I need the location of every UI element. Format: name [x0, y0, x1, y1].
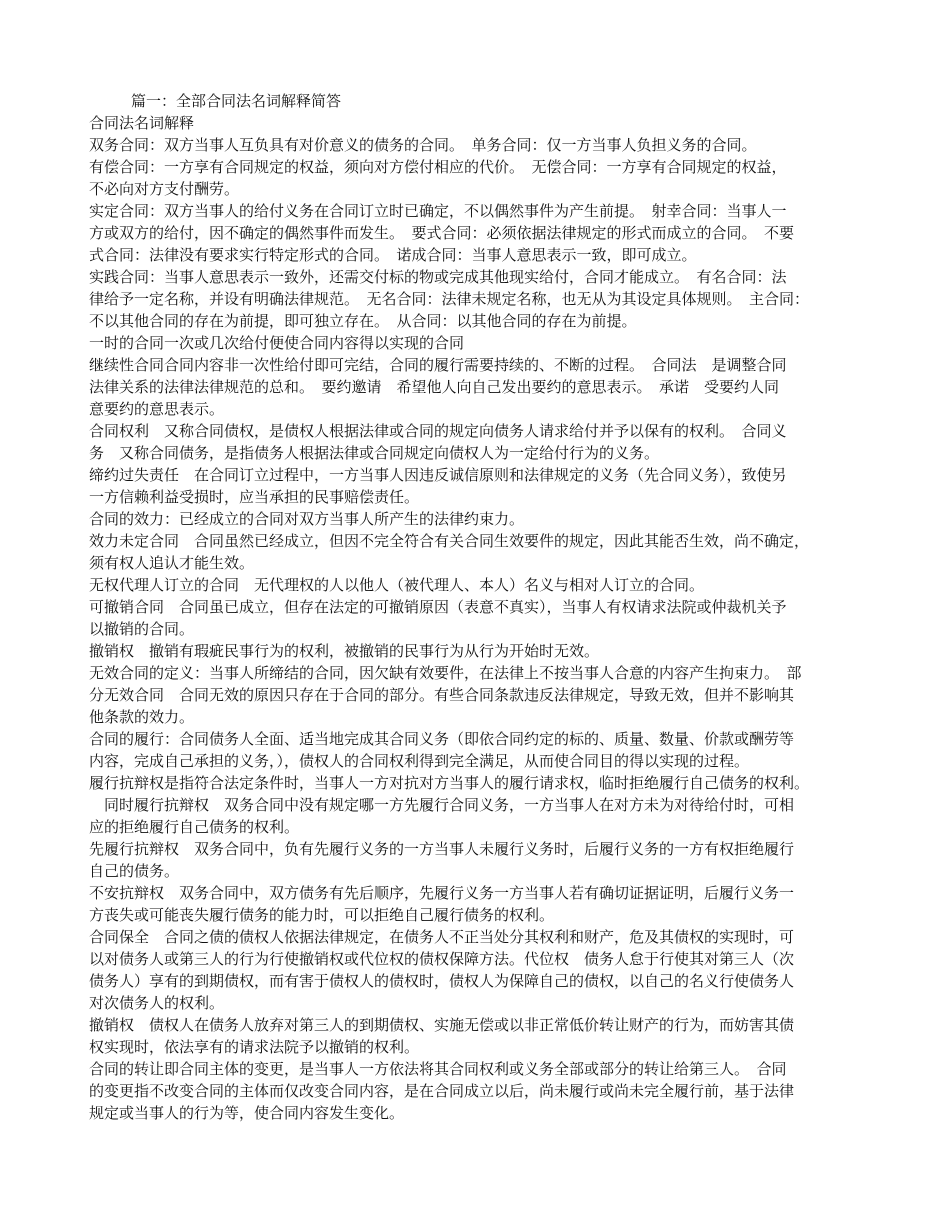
text-line: 撤销权 撤销有瑕疵民事行为的权利，被撤销的民事行为从行为开始时无效。	[89, 642, 600, 660]
text-line: 履行抗辩权是指符合法定条件时，当事人一方对抗对方当事人的履行请求权，临时拒绝履行自己债务的权利。	[89, 774, 810, 792]
text-line: 自己的债务。	[89, 862, 180, 880]
text-line: 方丧失或可能丧失履行债务的能力时，可以拒绝自己履行债务的权利。	[89, 906, 555, 924]
text-line: 合同保全 合同之债的债权人依据法律规定，在债务人不正当处分其权利和财产，危及其债权的实现时，可	[89, 928, 795, 946]
text-line: 不以其他合同的存在为前提，即可独立存在。 从合同：以其他合同的存在为前提。	[89, 312, 637, 330]
text-line: 须有权人追认才能生效。	[89, 554, 255, 572]
text-line: 债务人）享有的到期债权，而有害于债权人的债权时，债权人为保障自己的债权，以自己的名义行使债务人	[89, 972, 795, 990]
text-line: 无效合同的定义：当事人所缔结的合同，因欠缺有效要件，在法律上不按当事人合意的内容产生拘束力。 部	[89, 664, 802, 682]
text-line: 实践合同：当事人意思表示一致外，还需交付标的物或完成其他现实给付，合同才能成立。 有名合同：法	[89, 268, 787, 286]
text-line: 合同的转让即合同主体的变更，是当事人一方依法将其合同权利或义务全部或部分的转让给第三人。 合同	[89, 1060, 787, 1078]
text-line: 规定或当事人的行为等，使合同内容发生变化。	[89, 1104, 405, 1122]
text-line: 以对债务人或第三人的行为行使撤销权或代位权的债权保障方法。代位权 债务人怠于行使其对第三人（次	[89, 950, 795, 968]
text-line: 务 又称合同债务，是指债务人根据法律或合同规定向债权人为一定给付行为的义务。	[89, 444, 660, 462]
text-line: 合同的效力：已经成立的合同对双方当事人所产生的法律约束力。	[89, 510, 525, 528]
text-line: 的变更指不改变合同的主体而仅改变合同内容，是在合同成立以后，尚未履行或尚未完全履行前，基于法律	[89, 1082, 795, 1100]
text-line: 他条款的效力。	[89, 708, 195, 726]
text-line: 不安抗辩权 双务合同中，双方债务有先后顺序，先履行义务一方当事人若有确切证据证明，后履行义务一	[89, 884, 795, 902]
text-line: 一时的合同一次或几次给付便使合同内容得以实现的合同	[89, 334, 465, 352]
text-line: 法律关系的法律法律规范的总和。 要约邀请 希望他人向自己发出要约的意思表示。 承诺 受要约人同	[89, 378, 780, 396]
text-line: 不必向对方支付酬劳。	[89, 180, 240, 198]
text-line: 分无效合同 合同无效的原因只存在于合同的部分。有些合同条款违反法律规定，导致无效，但并不影响其	[89, 686, 795, 704]
text-line: 合同法名词解释	[89, 114, 195, 132]
text-line: 继续性合同合同内容非一次性给付即可完结，合同的履行需要持续的、不断的过程。 合同法 是调整合同	[89, 356, 787, 374]
text-line: 一方信赖利益受损时，应当承担的民事赔偿责任。	[89, 488, 420, 506]
text-line: 内容，完成自己承担的义务，），债权人的合同权利得到完全满足，从而使合同目的得以实现的过程。	[89, 752, 750, 770]
text-line: 可撤销合同 合同虽已成立，但存在法定的可撤销原因（表意不真实），当事人有权请求法院或仲裁机关予	[89, 598, 787, 616]
document-title: 篇一：全部合同法名词解释简答	[131, 92, 342, 110]
text-line: 应的拒绝履行自己债务的权利。	[89, 818, 300, 836]
text-line: 意要约的意思表示。	[89, 400, 225, 418]
text-line: 对次债务人的权利。	[89, 994, 225, 1012]
text-line: 合同的履行：合同债务人全面、适当地完成其合同义务（即依合同约定的标的、质量、数量、价款或酬劳等	[89, 730, 795, 748]
text-line: 双务合同：双方当事人互负具有对价意义的债务的合同。 单务合同：仅一方当事人负担义务的合同。	[89, 136, 757, 154]
text-line: 实定合同：双方当事人的给付义务在合同订立时已确定，不以偶然事件为产生前提。 射幸合同：当事人一	[89, 202, 787, 220]
text-line: 先履行抗辩权 双务合同中，负有先履行义务的一方当事人未履行义务时，后履行义务的一方有权拒绝履行	[89, 840, 795, 858]
text-line: 式合同：法律没有要求实行特定形式的合同。 诺成合同：当事人意思表示一致，即可成立。	[89, 246, 697, 264]
text-line: 方或双方的给付，因不确定的偶然事件而发生。 要式合同：必须依据法律规定的形式而成立的合同。 不要	[89, 224, 795, 242]
text-line: 无权代理人订立的合同 无代理权的人以他人（被代理人、本人）名义与相对人订立的合同。	[89, 576, 705, 594]
text-line: 合同权利 又称合同债权，是债权人根据法律或合同的规定向债务人请求给付并予以保有的权利。 合同义	[89, 422, 787, 440]
text-line: 有偿合同：一方享有合同规定的权益，须向对方偿付相应的代价。 无偿合同：一方享有合同规定的权益，	[89, 158, 787, 176]
text-line: 以撤销的合同。	[89, 620, 195, 638]
text-line: 权实现时，依法享有的请求法院予以撤销的权利。	[89, 1038, 420, 1056]
text-line: 撤销权 债权人在债务人放弃对第三人的到期债权、实施无偿或以非正常低价转让财产的行为，而妨害其债	[89, 1016, 795, 1034]
text-line: 同时履行抗辩权 双务合同中没有规定哪一方先履行合同义务，一方当事人在对方未为对待给付时，可相	[89, 796, 795, 814]
text-line: 效力未定合同 合同虽然已经成立，但因不完全符合有关合同生效要件的规定，因此其能否生效，尚不确定，	[89, 532, 810, 550]
text-line: 律给予一定名称，并设有明确法律规范。 无名合同：法律未规定名称，也无从为其设定具体规则。 主合同：	[89, 290, 810, 308]
text-line: 缔约过失责任 在合同订立过程中，一方当事人因违反诚信原则和法律规定的义务（先合同义务），致使另	[89, 466, 787, 484]
